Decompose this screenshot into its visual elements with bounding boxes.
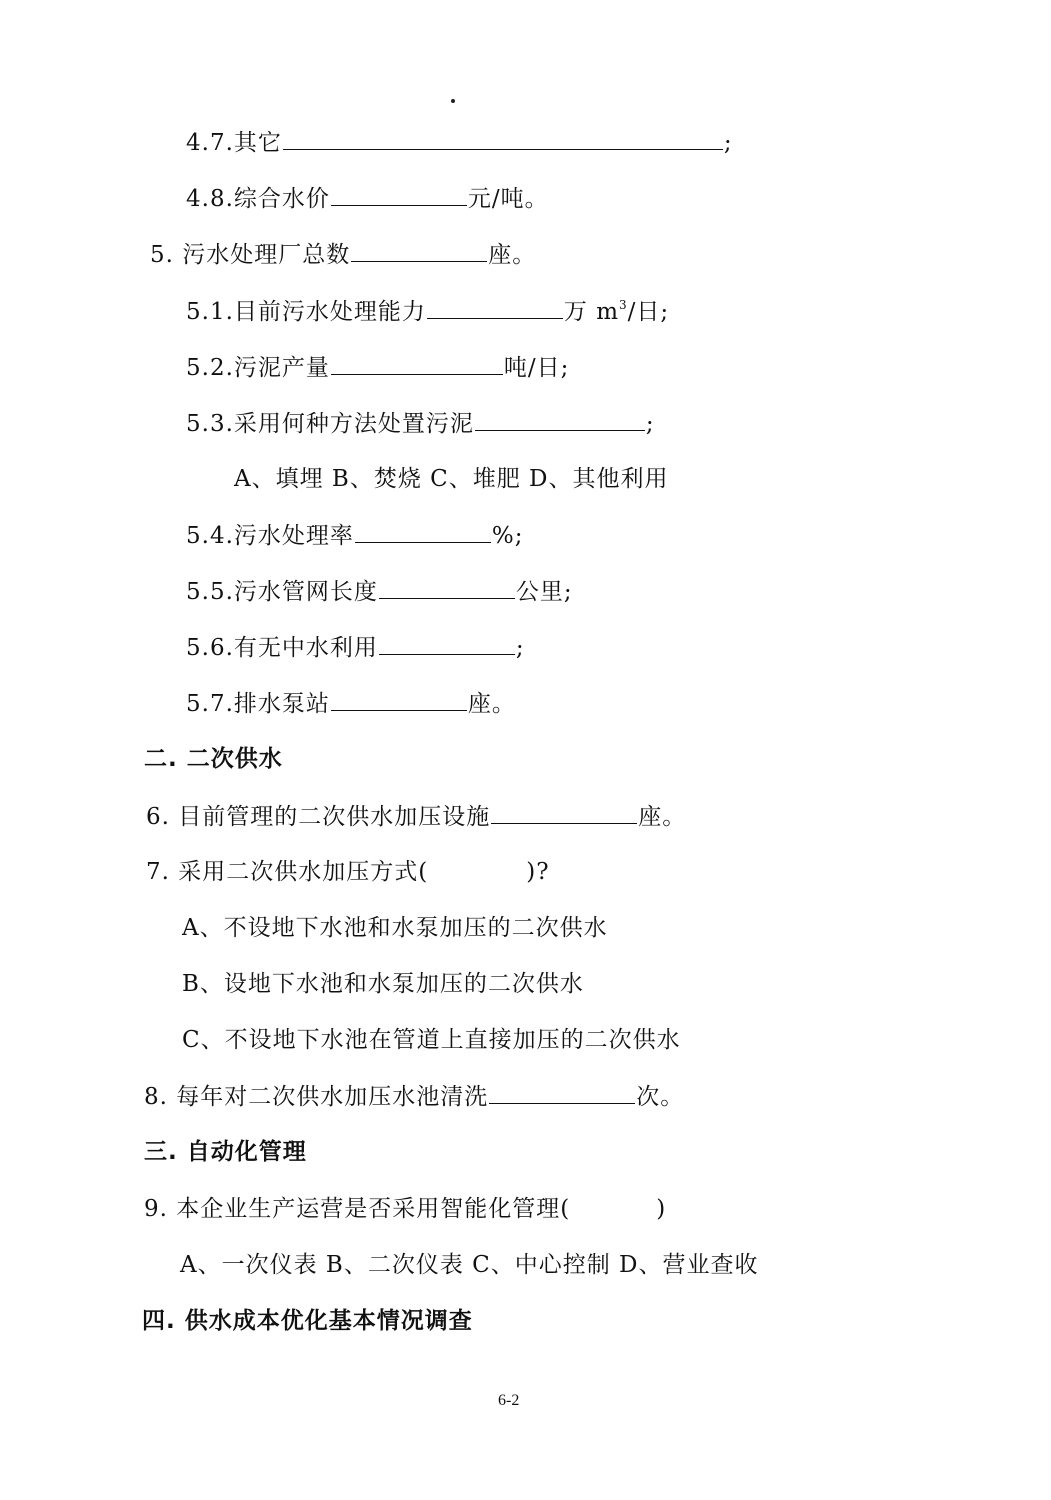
item-4-8: [186, 183, 549, 214]
item-5-1-suffix-a: 万 m: [563, 299, 620, 325]
item-5-1-blank[interactable]: [427, 296, 563, 319]
item-9-options: A、一次仪表 B、二次仪表 C、中心控制 D、营业查收: [180, 1252, 759, 1278]
item-5-7-suffix: 座。: [467, 691, 516, 717]
item-5-suffix: 座。: [488, 242, 537, 268]
item-5-6: [186, 632, 525, 663]
item-7-suffix: )?: [526, 859, 550, 885]
item-5-7: [186, 688, 516, 719]
item-9-suffix: ): [656, 1196, 667, 1222]
item-8-suffix: 次。: [636, 1084, 685, 1110]
item-5-2-label: 5.2.污泥产量: [186, 355, 330, 381]
item-5-3: [186, 408, 655, 439]
item-8: [144, 1081, 684, 1112]
item-5-7-label: 5.7.排水泵站: [186, 691, 330, 717]
item-5-2: [186, 352, 569, 383]
item-4-7-label: 4.7.其它: [186, 130, 282, 156]
item-5-6-suffix: ;: [515, 635, 525, 661]
item-5-4-suffix: %;: [491, 523, 524, 549]
item-5-4-blank[interactable]: [355, 520, 491, 543]
item-4-8-suffix: 元/吨。: [467, 186, 549, 212]
item-5-6-blank[interactable]: [379, 632, 515, 655]
item-8-blank[interactable]: [489, 1081, 635, 1104]
item-8-label: 8. 每年对二次供水加压水池清洗: [144, 1084, 489, 1110]
item-5-3-blank[interactable]: [475, 408, 645, 431]
item-5-4-label: 5.4.污水处理率: [186, 523, 354, 549]
item-6-label: 6. 目前管理的二次供水加压设施: [146, 804, 491, 830]
item-5-3-label: 5.3.采用何种方法处置污泥: [186, 411, 474, 437]
item-9-label: 9. 本企业生产运营是否采用智能化管理(: [144, 1196, 571, 1222]
item-4-8-blank[interactable]: [331, 183, 467, 206]
section-3-heading: 三. 自动化管理: [144, 1139, 307, 1165]
item-5-3-options: A、填埋 B、焚烧 C、堆肥 D、其他利用: [234, 466, 669, 492]
item-6: [146, 801, 686, 832]
item-5-1-label: 5.1.目前污水处理能力: [186, 299, 426, 325]
item-6-blank[interactable]: [491, 801, 637, 824]
item-5-7-blank[interactable]: [331, 688, 467, 711]
item-7-option-b: B、设地下水池和水泵加压的二次供水: [182, 971, 584, 997]
item-5-5: [186, 576, 573, 607]
item-9: [144, 1194, 666, 1224]
item-4-8-label: 4.8.综合水价: [186, 186, 330, 212]
item-5-blank[interactable]: [351, 239, 487, 262]
item-5-5-suffix: 公里;: [515, 579, 573, 605]
item-5-2-suffix: 吨/日;: [503, 355, 570, 381]
item-4-7-suffix: ;: [723, 130, 733, 156]
item-5-1: [186, 296, 669, 327]
item-5-6-label: 5.6.有无中水利用: [186, 635, 378, 661]
scan-speck: [451, 99, 455, 103]
item-5-4: [186, 520, 524, 551]
item-5-1-suffix-b: /日;: [627, 299, 670, 325]
item-7-option-c: C、不设地下水池在管道上直接加压的二次供水: [182, 1027, 681, 1053]
section-2-heading: 二. 二次供水: [144, 746, 283, 772]
item-5-3-suffix: ;: [645, 411, 655, 437]
item-7: [146, 857, 550, 887]
page-number: 6-2: [498, 1392, 520, 1409]
section-4-heading: 四. 供水成本优化基本情况调查: [142, 1308, 473, 1334]
item-7-label: 7. 采用二次供水加压方式(: [146, 859, 429, 885]
item-4-7: [186, 127, 733, 158]
item-5-label: 5. 污水处理厂总数: [150, 242, 351, 268]
item-5-5-label: 5.5.污水管网长度: [186, 579, 378, 605]
item-7-option-a: A、不设地下水池和水泵加压的二次供水: [182, 915, 608, 941]
item-5-5-blank[interactable]: [379, 576, 515, 599]
item-5: [150, 239, 536, 270]
item-5-1-suffix-sup: 3: [619, 298, 628, 312]
item-6-suffix: 座。: [638, 804, 687, 830]
item-4-7-blank[interactable]: [283, 127, 723, 150]
item-5-2-blank[interactable]: [331, 352, 503, 375]
